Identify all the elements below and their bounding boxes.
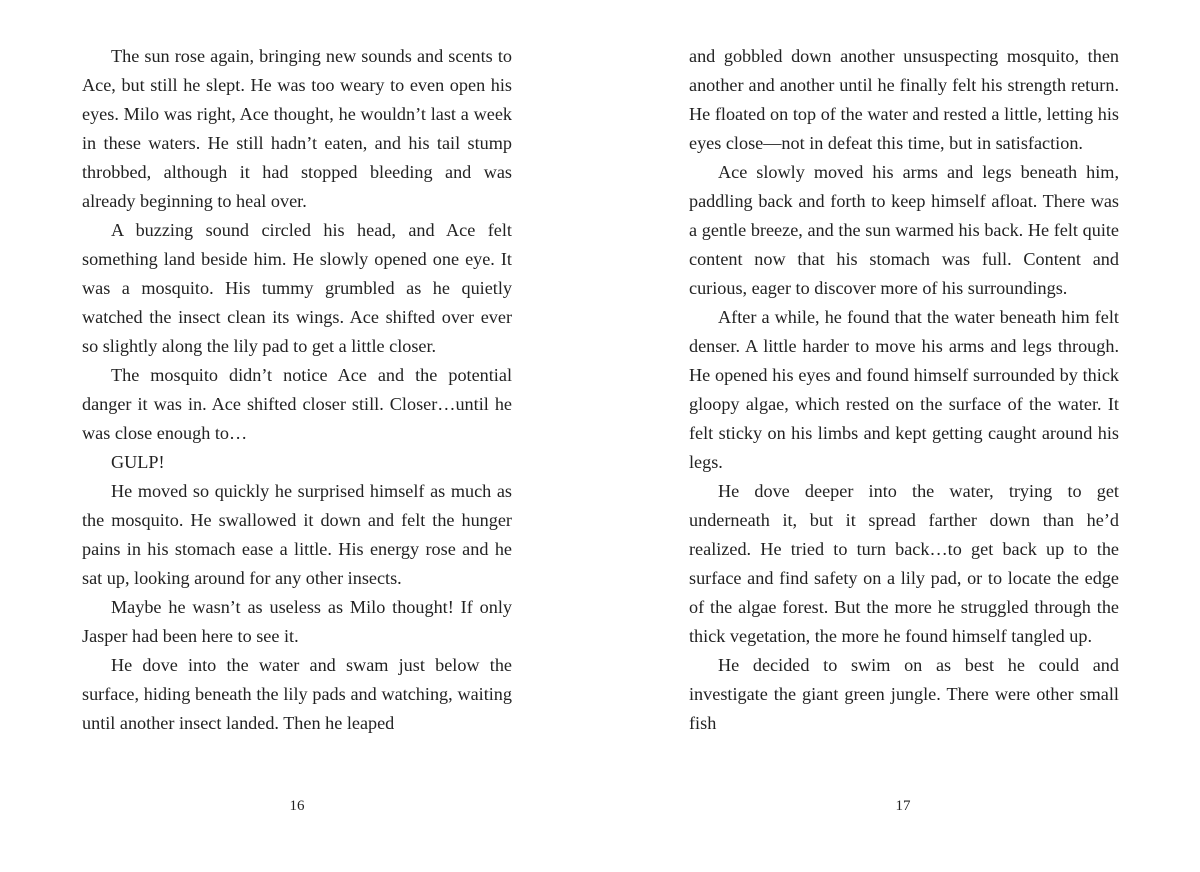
paragraph: Maybe he wasn’t as useless as Milo thought! If only Jasper had been here to see it. [82, 597, 512, 646]
left-page-text [82, 42, 512, 738]
page-number-left: 16 [289, 798, 305, 814]
right-page [689, 42, 1119, 802]
paragraph: GULP! [111, 452, 165, 472]
paragraph: He decided to swim on as best he could and investigate the giant green jungle. There were other small fish [689, 655, 1119, 733]
paragraph: Ace slowly moved his arms and legs beneath him, paddling back and forth to keep himself afloat. There was a gentle breeze, and the sun warmed his back. He felt quite content now that his stomach was full. Content and curious, eager to discover more of his surroundings. [689, 162, 1119, 298]
left-page [82, 42, 512, 802]
paragraph: He moved so quickly he surprised himself as much as the mosquito. He swallowed it down and felt the hunger pains in his stomach ease a little. His energy rose and he sat up, looking around for any other insects. [82, 481, 512, 588]
right-page-text [689, 42, 1119, 738]
paragraph-continued: and gobbled down another unsuspecting mosquito, then another and another until he finally felt his strength return. He floated on top of the water and rested a little, letting his eyes close—not in defeat this time, but in satisfaction. [689, 46, 1119, 153]
paragraph: A buzzing sound circled his head, and Ace felt something land beside him. He slowly opened one eye. It was a mosquito. His tummy grumbled as he quietly watched the insect clean its wings. Ace shifted over ever so slightly along the lily pad to get a little closer. [82, 220, 512, 356]
paragraph: He dove into the water and swam just below the surface, hiding beneath the lily pads and watching, waiting until another insect landed. Then he leaped [82, 655, 512, 733]
paragraph: He dove deeper into the water, trying to get underneath it, but it spread farther down than he’d realized. He tried to turn back…to get back up to the surface and find safety on a lily pad, or to locate the edge of the algae forest. But the more he struggled through the thick vegetation, the more he found himself tangled up. [689, 481, 1119, 646]
paragraph: The sun rose again, bringing new sounds and scents to Ace, but still he slept. He was too weary to even open his eyes. Milo was right, Ace thought, he wouldn’t last a week in these waters. He still hadn’t eaten, and his tail stump throbbed, although it had stopped bleeding and was already beginning to heal over. [82, 46, 512, 211]
paragraph: After a while, he found that the water beneath him felt denser. A little harder to move his arms and legs through. He opened his eyes and found himself surrounded by thick gloopy algae, which rested on the surface of the water. It felt sticky on his limbs and kept getting caught around his legs. [689, 307, 1119, 472]
page-number-right: 17 [895, 798, 911, 814]
paragraph: The mosquito didn’t notice Ace and the potential danger it was in. Ace shifted closer still. Closer…until he was close enough to… [82, 365, 512, 443]
